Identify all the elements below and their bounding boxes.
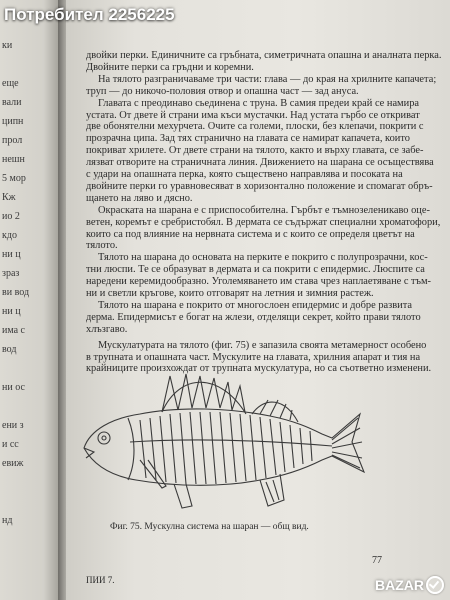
left-page-fragment: и сс: [2, 439, 19, 450]
check-icon: [426, 576, 444, 594]
text-line: щането на ляво и дясно.: [86, 192, 193, 204]
text-line: прозрачна ципа. Зад тях странично на главата се намират капачета, които: [86, 133, 410, 145]
left-page-fragment: нешн: [2, 154, 25, 165]
text-line: хлъзгаво.: [86, 323, 128, 335]
text-line: труп — до никочо-половия отвор и опашна част — зад ануса.: [86, 85, 359, 97]
text-line: Тялото на шарана до основата на перките е покрито с полупрозрачни, кос-: [98, 252, 428, 264]
gill-cover: [128, 418, 134, 480]
text-line: крайниците произхождат от трупната мускулатура, но са съответно изменени.: [86, 363, 432, 375]
left-page-fragment: прол: [2, 135, 23, 146]
text-line: лязват отворите на страничната линия. Движението на шарана се осъществява: [86, 157, 434, 169]
text-line: устата. От двете й страни има къси мустачки. Над устата гърбо се откриват: [86, 109, 420, 121]
anal-fin: [260, 474, 284, 506]
fish-musculature-figure: [70, 368, 370, 523]
left-page-fragment: ципн: [2, 116, 24, 127]
left-page-fragment: ени з: [2, 420, 24, 431]
left-page-fragment: Кж: [2, 192, 16, 203]
text-line: Главата с преодинаво сьединена с труна. В самия предеи край се намира: [98, 97, 420, 109]
left-page-fragment: ни ц: [2, 249, 21, 260]
text-line: покриват хрилете. От двете страни на тялото, както и върху главата, се забе-: [86, 145, 424, 157]
left-page-fragment: зраз: [2, 268, 20, 279]
printer-mark: ПИИ 7.: [86, 575, 115, 585]
brand-logo: [375, 576, 444, 594]
text-line: двойните перки го уравновесяват в хоризонтално положение и спомагат обръ-: [86, 180, 433, 192]
text-line: тялото.: [86, 240, 118, 252]
text-line: двойки перки. Единичните са гръбната, симетричната опашна и аналната перка.: [86, 50, 442, 61]
left-page-fragment: ни ос: [2, 382, 25, 393]
text-line: Мускулатурата на тялото (фиг. 75) е запазила своята метамерност особено: [98, 339, 427, 351]
text-line: тни люспи. Те се образуват в дермата и са покрити с епидермис. Люспите са: [86, 264, 425, 276]
left-page-fragment: вод: [2, 344, 17, 355]
left-page-fragment: нд: [2, 515, 13, 526]
fish-body-outline: [84, 409, 364, 485]
text-line: На тялото разграничаваме три части: глава — до края на хрилните капачета;: [98, 73, 437, 85]
text-line: в трупната и опашната част. Мускулите на главата, хрилния апарат и тия на: [86, 351, 421, 363]
left-page-fragment: еще: [2, 78, 19, 89]
text-line: с удари на опашната перка, която съществено направлява и посоката на: [86, 169, 403, 180]
fish-eye: [98, 432, 110, 444]
text-line: дерма. Епидермисът е богат на жлези, отделящи секрет, който прави тялото: [86, 311, 421, 323]
pelvic-fin: [174, 484, 192, 508]
left-page: [0, 0, 62, 600]
text-line: Тялото на шарана е покрито от многослоен епидермис и добре развита: [98, 299, 412, 311]
text-line: Двойните перки са гръдни и коремни.: [86, 61, 254, 73]
left-page-fragment: евиж: [2, 458, 24, 469]
figure-caption: Фиг. 75. Мускулна система на шаран — общ вид.: [110, 522, 309, 532]
text-line: ни и светли кръгове, които отговарят на летния и зимния растеж.: [86, 288, 374, 299]
left-page-fragment: ни ц: [2, 306, 21, 317]
left-page-fragment: 5 мор: [2, 173, 26, 184]
text-line: ветен, коремът е сребристобял. В дермата се съдържат специални хроматофори,: [86, 216, 441, 228]
left-page-fragment: ви вод: [2, 287, 30, 298]
text-line: наредени керемидообразно. Уголемяването им става чрез наплаетяване с тъм-: [86, 276, 431, 288]
left-page-fragment: вали: [2, 97, 22, 108]
left-page-fragment: ки: [2, 40, 13, 51]
left-page-fragment: ио 2: [2, 211, 20, 222]
brand-name: BAZAR: [375, 577, 424, 593]
page-number: 77: [372, 555, 382, 566]
text-line: Окраската на шарана е с приспособителна. Гърбът е тъмнозеленикаво оце-: [98, 204, 430, 216]
soft-dorsal-fin: [252, 400, 298, 422]
text-line: които са под влияние на нервната система и с които се определя цветът на: [86, 228, 415, 240]
left-page-fragment: има с: [2, 325, 25, 336]
text-line: две обонятелни мехурчета. Очите са големи, плоски, без клепачи, покрити с: [86, 121, 424, 133]
left-page-fragment: кдо: [2, 230, 17, 241]
seller-watermark: Потребител 2256225: [4, 5, 175, 24]
